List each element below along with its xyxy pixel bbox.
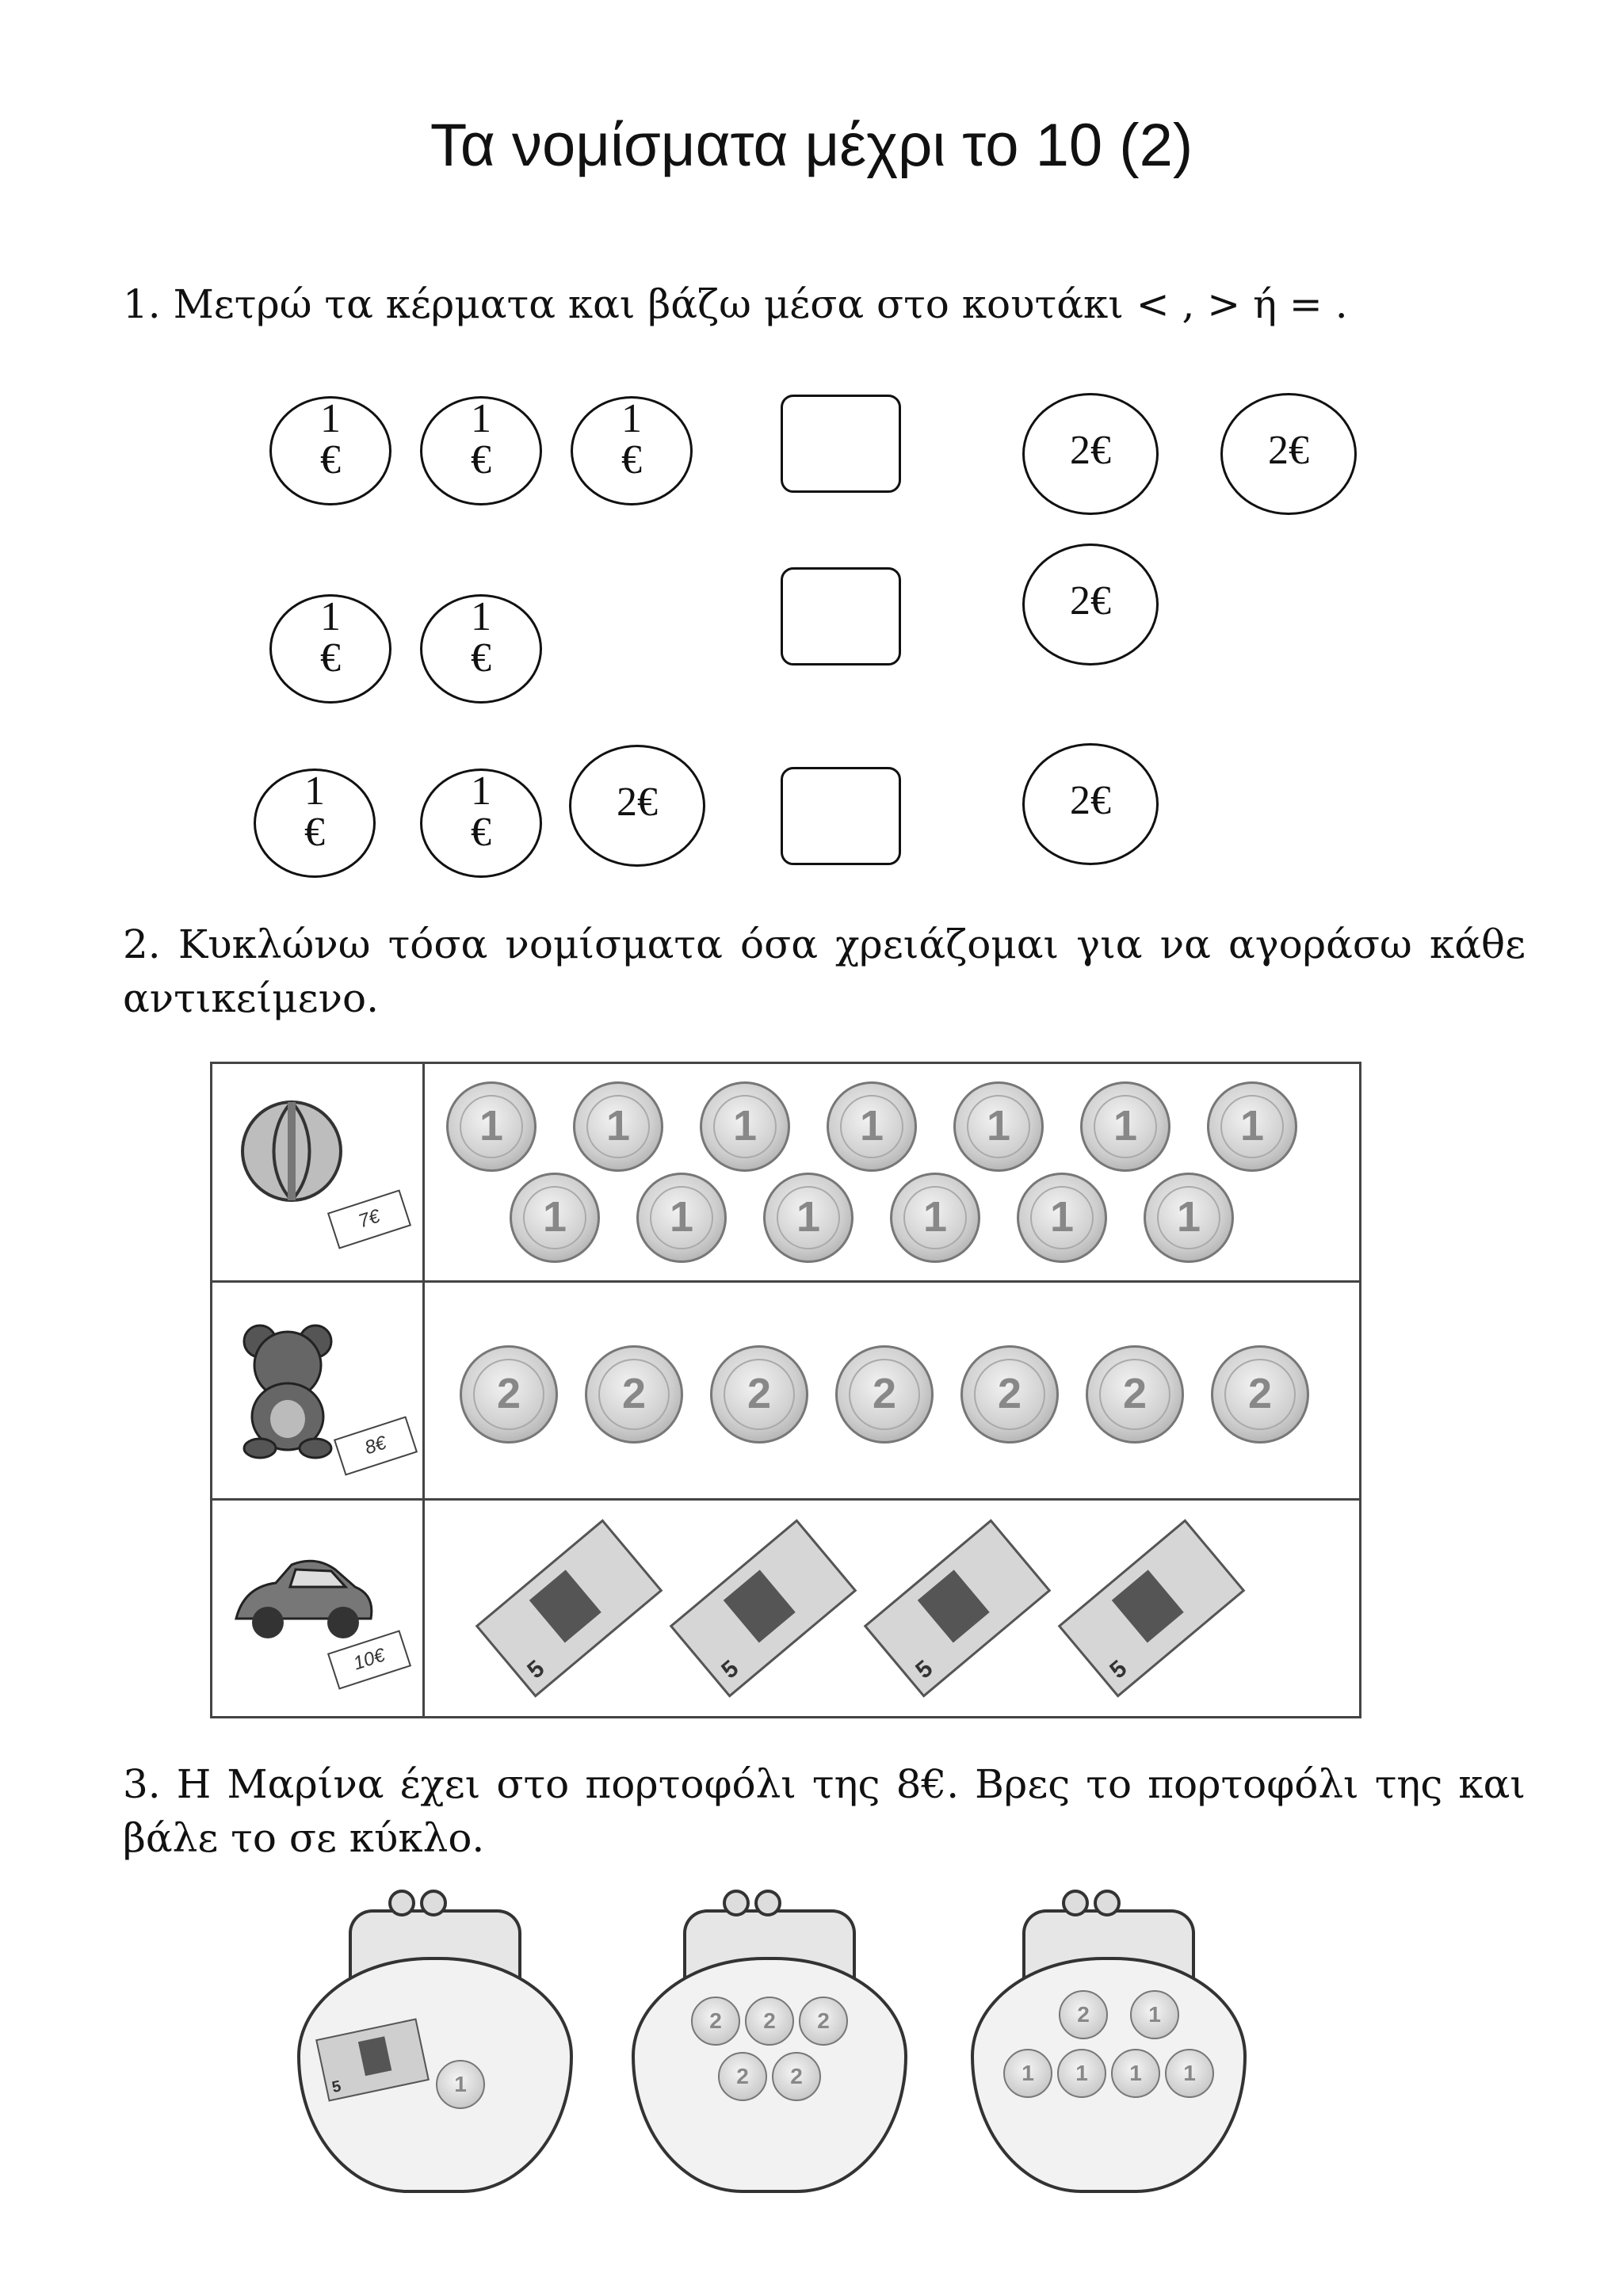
five-euro-banknote[interactable]: 5 <box>670 1519 857 1697</box>
two-euro-coin[interactable]: 2 <box>1211 1345 1309 1444</box>
one-euro-coin: 1 <box>436 2060 485 2109</box>
one-euro-coin[interactable]: 1 <box>510 1173 600 1263</box>
one-euro-coin[interactable]: 1 <box>1017 1173 1107 1263</box>
one-euro-coin: 1 € <box>420 594 542 704</box>
one-euro-coin[interactable]: 1 <box>827 1081 917 1172</box>
one-euro-coin[interactable]: 1 <box>1144 1173 1234 1263</box>
five-euro-banknote[interactable]: 5 <box>475 1519 663 1697</box>
one-euro-coin[interactable]: 1 <box>890 1173 980 1263</box>
one-euro-coin[interactable]: 1 <box>446 1081 537 1172</box>
one-euro-coin: 1 <box>1057 2049 1106 2098</box>
answer-box-2[interactable] <box>781 567 901 666</box>
purse-clasp <box>388 1890 415 1917</box>
column-divider <box>422 1064 425 1716</box>
purse-body <box>632 1957 907 2193</box>
row-divider <box>212 1498 1359 1501</box>
two-euro-coin[interactable]: 2 <box>585 1345 683 1444</box>
two-euro-coin: 2 <box>799 1997 848 2046</box>
one-euro-coin[interactable]: 1 <box>636 1173 727 1263</box>
answer-box-3[interactable] <box>781 767 901 865</box>
purse-clasp <box>1094 1890 1121 1917</box>
task2-instruction: 2. Κυκλώνω τόσα νομίσματα όσα χρειάζομαι για να αγοράσω κάθε αντικείμενο. <box>123 921 1526 1021</box>
two-euro-coin: 2 <box>1059 1990 1108 2039</box>
purse-clasp <box>754 1890 781 1917</box>
two-euro-coin[interactable]: 2 <box>1086 1345 1184 1444</box>
toy-car-icon <box>228 1555 379 1650</box>
five-euro-banknote[interactable]: 5 <box>864 1519 1052 1697</box>
one-euro-coin: 1 € <box>254 769 376 878</box>
shopping-table <box>210 1062 1361 1718</box>
price-tag: 8€ <box>334 1416 418 1475</box>
one-euro-coin: 1 <box>1130 1990 1179 2039</box>
five-euro-banknote: 5 <box>315 2018 430 2101</box>
price-tag: 10€ <box>327 1630 411 1689</box>
one-euro-coin: 1 € <box>571 396 693 505</box>
two-euro-coin[interactable]: 2 <box>835 1345 934 1444</box>
one-euro-coin: 1 € <box>420 769 542 878</box>
five-euro-banknote[interactable]: 5 <box>1058 1519 1246 1697</box>
task1-instruction: 1. Μετρώ τα κέρματα και βάζω μέσα στο κουτάκι < , > ή = . <box>123 281 1348 327</box>
one-euro-coin[interactable]: 1 <box>953 1081 1044 1172</box>
one-euro-coin[interactable]: 1 <box>700 1081 790 1172</box>
page-title: Τα νομίσματα μέχρι το 10 (2) <box>430 112 1193 179</box>
answer-box-1[interactable] <box>781 395 901 493</box>
one-euro-coin[interactable]: 1 <box>763 1173 854 1263</box>
two-euro-coin: 2€ <box>569 745 705 867</box>
purse-clasp <box>420 1890 447 1917</box>
two-euro-coin: 2 <box>745 1997 794 2046</box>
purse-clasp <box>1062 1890 1089 1917</box>
two-euro-coin: 2€ <box>1022 393 1159 515</box>
two-euro-coin: 2€ <box>1022 543 1159 666</box>
one-euro-coin: 1 € <box>269 396 391 505</box>
two-euro-coin: 2 <box>718 2052 767 2101</box>
ball-icon <box>236 1096 347 1207</box>
one-euro-coin[interactable]: 1 <box>1207 1081 1297 1172</box>
row-divider <box>212 1280 1359 1283</box>
one-euro-coin[interactable]: 1 <box>1080 1081 1170 1172</box>
price-tag: 7€ <box>327 1189 411 1249</box>
one-euro-coin: 1 € <box>420 396 542 505</box>
two-euro-coin: 2€ <box>1220 393 1357 515</box>
two-euro-coin[interactable]: 2 <box>460 1345 558 1444</box>
one-euro-coin: 1 <box>1111 2049 1160 2098</box>
one-euro-coin: 1 <box>1165 2049 1214 2098</box>
purse-clasp <box>723 1890 750 1917</box>
task3-instruction: 3. Η Μαρίνα έχει στο πορτοφόλι της 8€. Βρες το πορτοφόλι της και βάλε το σε κύκλο. <box>123 1761 1526 1861</box>
one-euro-coin: 1 <box>1003 2049 1052 2098</box>
two-euro-coin: 2 <box>772 2052 821 2101</box>
two-euro-coin: 2€ <box>1022 743 1159 865</box>
two-euro-coin[interactable]: 2 <box>710 1345 808 1444</box>
one-euro-coin[interactable]: 1 <box>573 1081 663 1172</box>
one-euro-coin: 1 € <box>269 594 391 704</box>
two-euro-coin[interactable]: 2 <box>960 1345 1059 1444</box>
two-euro-coin: 2 <box>691 1997 740 2046</box>
